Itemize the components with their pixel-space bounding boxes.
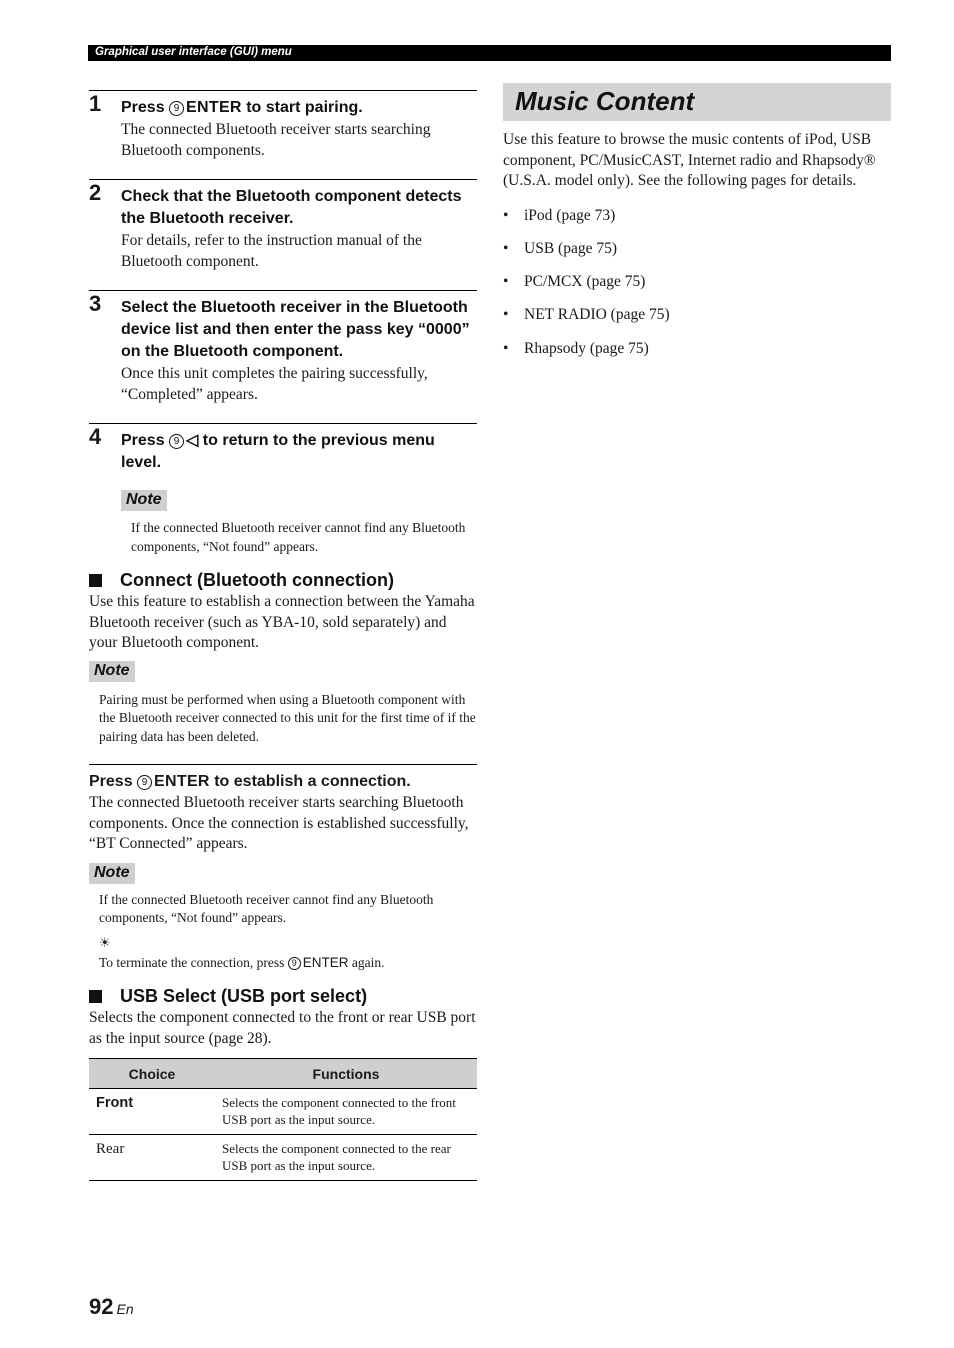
table-cell-function: Selects the component connected to the rear USB port as the input source. (215, 1135, 477, 1181)
note-text: Pairing must be performed when using a Bluetooth component with the Bluetooth receiver connected to this unit for the first time of if the pairing data has been deleted. (99, 691, 476, 744)
step-2 (89, 179, 477, 290)
table-cell-function: Selects the component connected to the front USB port as the input source. (215, 1089, 477, 1135)
step-title-text: to start pairing. (241, 99, 363, 116)
music-content-title: Music Content (515, 86, 695, 116)
key-9-icon: 9 (137, 775, 152, 790)
list-item: • PC/MCX (page 75) (503, 272, 891, 293)
note-block (121, 490, 477, 556)
step-number: 4 (89, 424, 102, 449)
usb-heading-text: USB Select (USB port select) (120, 986, 368, 1006)
music-content-title-box (503, 83, 891, 121)
list-item: • USB (page 75) (503, 239, 891, 260)
list-item: • NET RADIO (page 75) (503, 305, 891, 326)
step-title: Select the Bluetooth receiver in the Bluetooth device list and then enter the pass key “0000” on the Bluetooth component. (121, 299, 470, 360)
connect-heading (89, 570, 477, 591)
enter-key-label: ENTER (186, 99, 242, 116)
left-arrow-icon: ◁ (186, 432, 199, 449)
note-label: Note (89, 661, 135, 682)
list-item: • Rhapsody (page 75) (503, 339, 891, 360)
step-number: 1 (89, 91, 102, 116)
left-column (89, 90, 477, 1181)
page-language: En (116, 1301, 134, 1317)
step-body: For details, refer to the instruction manual of the Bluetooth component. (121, 232, 422, 270)
step-body: The connected Bluetooth receiver starts searching Bluetooth components. (121, 121, 431, 159)
step-3 (89, 290, 477, 423)
list-item: • iPod (page 73) (503, 206, 891, 227)
right-column (503, 83, 891, 372)
press-enter-heading (89, 764, 477, 793)
table-header-functions: Functions (215, 1059, 477, 1089)
tip-text-part: again. (348, 954, 385, 970)
enter-key-label: ENTER (154, 773, 210, 790)
connect-body: Use this feature to establish a connection between the Yamaha Bluetooth receiver (such as YBA-10, sold separately) and your Bluetooth component. (89, 593, 475, 651)
table-row (89, 1135, 477, 1181)
header-bar (88, 45, 891, 61)
tip-text (89, 954, 477, 973)
note-label: Note (89, 863, 135, 884)
step-number: 3 (89, 291, 102, 316)
usb-table (89, 1058, 477, 1181)
page-number-value: 92 (89, 1294, 114, 1319)
step-title-text: Press (121, 432, 170, 449)
connect-note (89, 661, 477, 747)
step-number: 2 (89, 180, 102, 205)
key-9-icon: 9 (169, 434, 184, 449)
step-title (121, 97, 477, 119)
key-9-icon: 9 (169, 101, 184, 116)
tip-lightbulb-icon: ☀ (99, 935, 111, 951)
step-title-text: to return to the previous menu level. (121, 432, 435, 471)
step-title (121, 430, 477, 474)
header-label: Graphical user interface (GUI) menu (95, 46, 292, 58)
step-1 (89, 90, 477, 179)
square-bullet-icon (89, 990, 102, 1003)
enter-key-label: ENTER (302, 954, 349, 970)
press-body: The connected Bluetooth receiver starts searching Bluetooth components. Once the connection is established successfully, “BT Connected” appears. (89, 794, 469, 852)
connect-note-2 (89, 863, 477, 928)
music-content-body: Use this feature to browse the music contents of iPod, USB component, PC/MusicCAST, Internet radio and Rhapsody® (U.S.A. model only). See the following pages for details. (503, 131, 876, 189)
table-cell-choice: Front (89, 1089, 215, 1135)
tip-text-part: To terminate the connection, press (99, 954, 288, 970)
connect-heading-text: Connect (Bluetooth connection) (120, 570, 394, 590)
press-text: Press (89, 773, 138, 790)
step-4 (89, 423, 477, 568)
note-text: If the connected Bluetooth receiver cannot find any Bluetooth components, “Not found” appears. (99, 891, 434, 925)
table-header-choice: Choice (89, 1059, 215, 1089)
page-number (89, 1294, 134, 1320)
key-9-icon: 9 (288, 957, 301, 970)
usb-body: Selects the component connected to the front or rear USB port as the input source (page 28). (89, 1009, 476, 1047)
press-text: to establish a connection. (209, 773, 411, 790)
step-body: Once this unit completes the pairing successfully, “Completed” appears. (121, 365, 428, 403)
table-header-row (89, 1059, 477, 1089)
music-content-list (503, 206, 891, 360)
table-cell-choice: Rear (89, 1135, 215, 1181)
tip-block (89, 934, 477, 973)
table-row (89, 1089, 477, 1135)
step-title: Check that the Bluetooth component detects the Bluetooth receiver. (121, 188, 462, 227)
note-text: If the connected Bluetooth receiver cannot find any Bluetooth components, “Not found” appears. (131, 520, 466, 554)
note-label: Note (121, 490, 167, 511)
usb-heading (89, 986, 477, 1007)
step-title-text: Press (121, 99, 170, 116)
square-bullet-icon (89, 574, 102, 587)
